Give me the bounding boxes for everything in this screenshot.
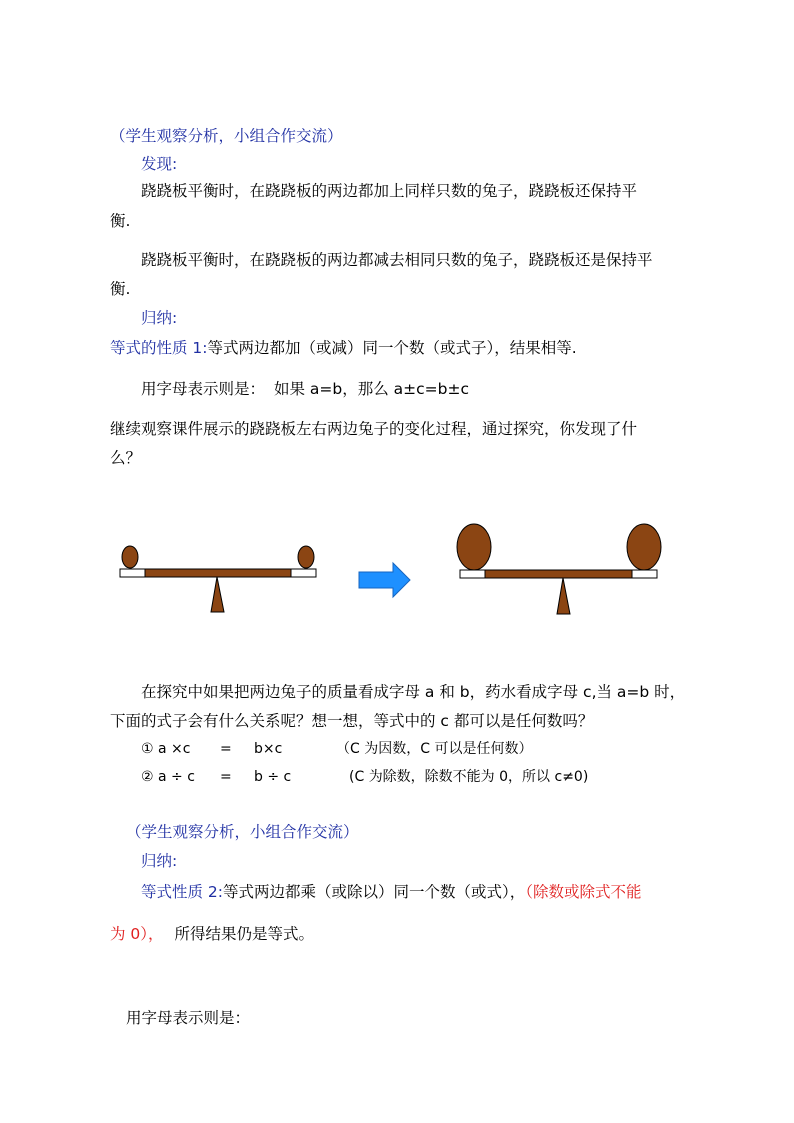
plank-end-right (291, 569, 316, 577)
student-activity-note-2: （学生观察分析，小组合作交流） (126, 823, 359, 841)
plank-end-left (460, 570, 485, 578)
property2-row (141, 882, 642, 902)
property2-restriction: （除数或除式不能 (525, 883, 642, 901)
seesaw-left (120, 546, 316, 612)
fulcrum-right (557, 578, 570, 614)
property1-label: 等式的性质 1: (110, 339, 208, 357)
equation-2-right: b ÷ c (254, 769, 292, 785)
equation-1-right: b×c (254, 741, 283, 757)
conclude-label: 归纳: (141, 309, 178, 327)
equation-1-note: （C 为因数，C 可以是任何数） (336, 741, 533, 757)
question-line2: 下面的式子会有什么关系呢？想一想，等式中的 c 都可以是任何数吗？ (110, 712, 594, 730)
continue-line1: 继续观察课件展示的跷跷板左右两边兔子的变化过程，通过探究，你发现了什 (110, 420, 638, 438)
question-line1: 在探究中如果把两边兔子的质量看成字母 a 和 b，药水看成字母 c,当 a=b 时， (141, 683, 686, 701)
plank-left (145, 569, 291, 577)
equation-2-equals: = (220, 769, 232, 785)
discover-label: 发现: (141, 155, 178, 173)
seesaw-right (457, 524, 661, 614)
rabbit-left-small (122, 546, 138, 568)
plank-right (485, 570, 632, 578)
right-arrow-icon (359, 563, 410, 597)
equation-2-note: (C 为除数，除数不能为 0，所以 c≠0) (349, 769, 589, 785)
equation-1-equals: = (220, 741, 232, 757)
property2-row-2 (110, 924, 314, 944)
conclude-label-2: 归纳: (141, 852, 178, 870)
property1-text: 等式两边都加（或减）同一个数（或式子），结果相等. (207, 339, 577, 357)
rabbit-right-small (298, 546, 314, 568)
plank-end-right (632, 570, 657, 578)
letters-label-2: 用字母表示则是： (126, 1009, 251, 1027)
paragraph-subtract-line2: 衡. (110, 280, 131, 298)
rabbit-left-large (457, 524, 491, 570)
equation-1-left: ① a ×c (141, 741, 191, 757)
property2-label: 等式性质 2: (141, 883, 224, 901)
paragraph-add-line1: 跷跷板平衡时，在跷跷板的两边都加上同样只数的兔子，跷跷板还保持平 (141, 182, 638, 200)
student-activity-note: （学生观察分析，小组合作交流） (110, 127, 343, 145)
equation-2-left: ② a ÷ c (141, 769, 195, 785)
letters-formula: 如果 a=b，那么 a±c=b±c (273, 380, 469, 398)
continue-line2: 么？ (110, 449, 142, 467)
rabbit-right-large (627, 524, 661, 570)
property2-tail: 所得结果仍是等式。 (174, 925, 314, 943)
paragraph-add-line2: 衡. (110, 212, 131, 230)
plank-end-left (120, 569, 145, 577)
paragraph-subtract-line1: 跷跷板平衡时，在跷跷板的两边都减去相同只数的兔子，跷跷板还是保持平 (141, 251, 653, 269)
property2-restriction-cont: 为 0）， (110, 925, 164, 943)
fulcrum-left (211, 577, 224, 612)
letters-label: 用字母表示则是： (141, 380, 266, 398)
property2-text: 等式两边都乘（或除以）同一个数（或式）， (223, 883, 526, 901)
